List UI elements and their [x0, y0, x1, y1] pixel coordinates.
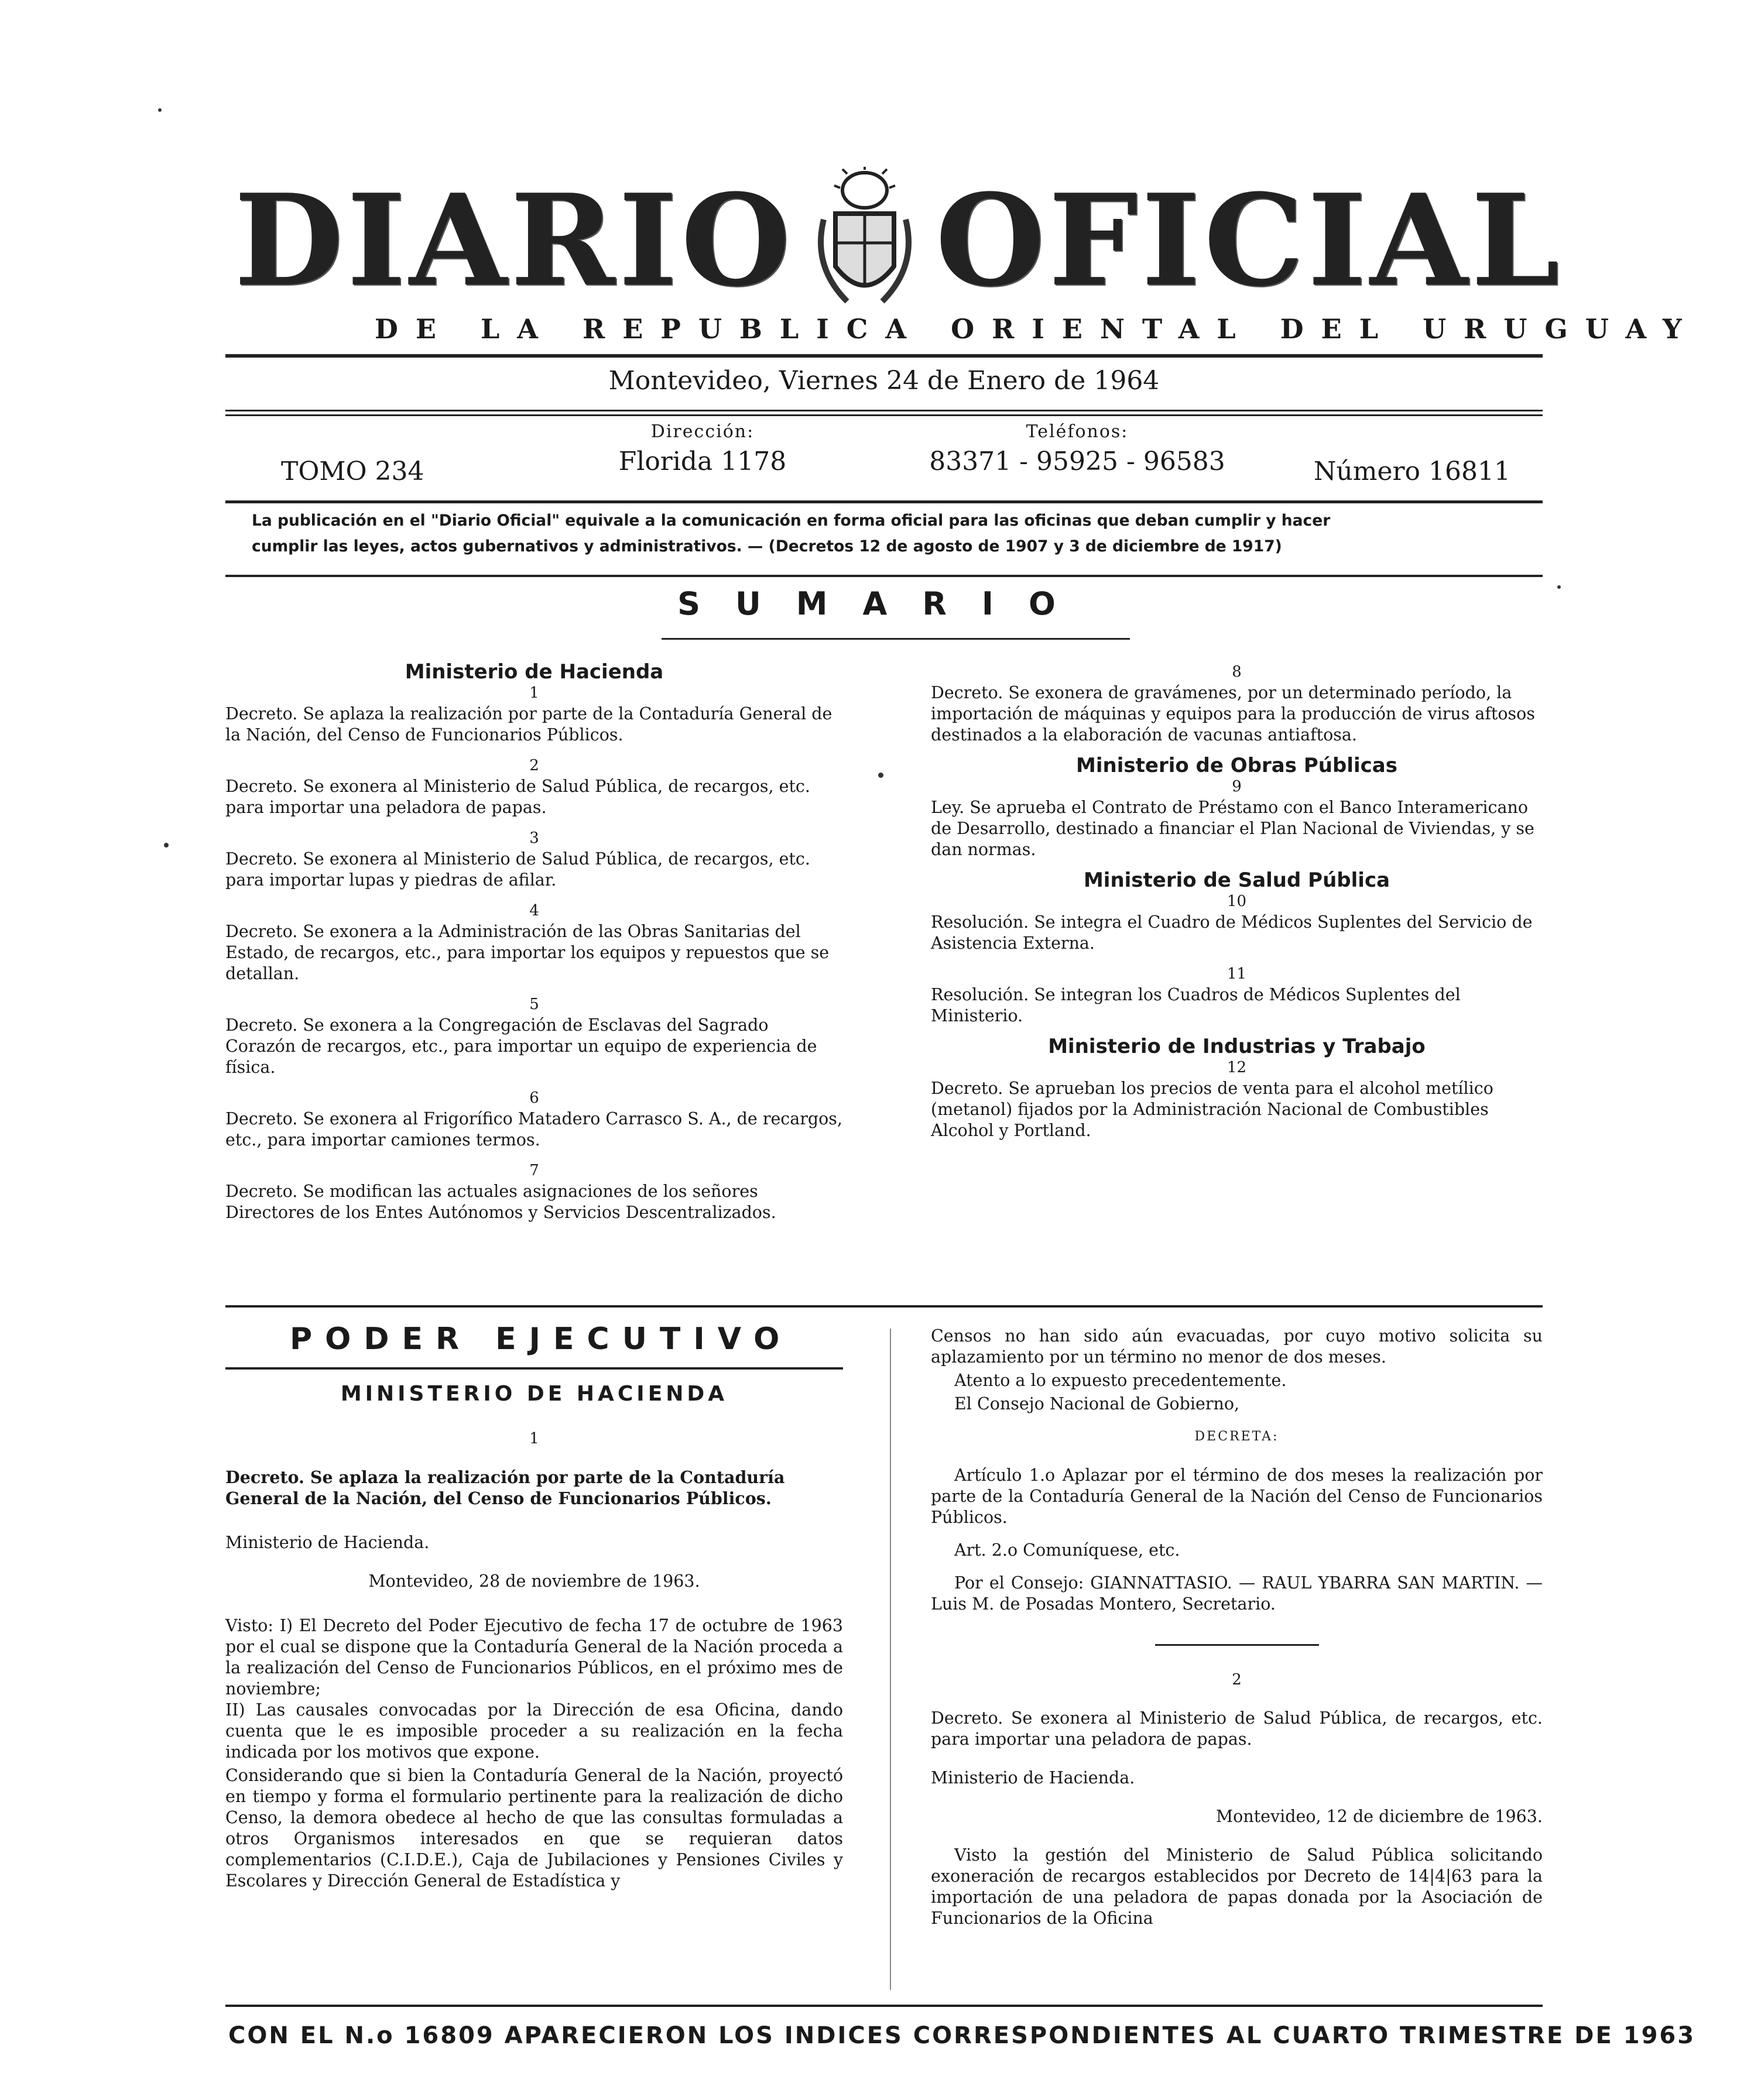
- dateline: Montevideo, Viernes 24 de Enero de 1964: [608, 366, 1160, 396]
- decree-title: Decreto. Se aplaza la realización por parte de la Contaduría General de la Nación, del Censo de Funcionarios Públicos.: [225, 1467, 785, 1508]
- body-right-column: [931, 1326, 1543, 1929]
- summary-entry: Decreto. Se exonera al Frigorífico Matadero Carrasco S. A., de recargos, etc., para importar camiones termos.: [225, 1109, 842, 1149]
- entry-number: 7: [529, 1162, 539, 1179]
- summary-entry: Decreto. Se exonera a la Administración de las Obras Sanitarias del Estado, de recargos, etc., para importar los equipos y repuestos que se detallan.: [225, 922, 830, 983]
- continued-text: Censos no han sido aún evacuadas, por cuyo motivo solicita su aplazamiento por un término no menor de dos meses.: [931, 1326, 1543, 1367]
- decree-date: Montevideo, 12 de diciembre de 1963.: [1216, 1807, 1543, 1826]
- decree-date: Montevideo, 28 de noviembre de 1963.: [368, 1571, 700, 1591]
- decree-number: 2: [1232, 1671, 1242, 1689]
- divider: [225, 500, 1543, 503]
- divider: [225, 410, 1543, 411]
- considerando-text: Considerando que si bien la Contaduría General de la Nación, proyectó en tiempo y forma el formulario pertinente para la realización de dicho Censo, la demora obedece al hecho de que las consultas formuladas a otros Organismos interesados en que se requieran datos complementarios (C.I.D.E.), Caja de Jubilaciones y Pensiones Civiles y Escolares y Dirección General de Estadística y: [225, 1766, 843, 1890]
- ministry-line: Ministerio de Hacienda.: [225, 1533, 430, 1552]
- summary-entry: Decreto. Se exonera al Ministerio de Salud Pública, de recargos, etc. para importar una peladora de papas.: [225, 777, 810, 817]
- decree-number: 1: [529, 1430, 539, 1447]
- divider: [225, 1305, 1543, 1308]
- masthead-title-left: DIARIO: [234, 166, 794, 314]
- ministry-heading: Ministerio de Obras Públicas: [1076, 754, 1397, 777]
- summary-entry: Decreto. Se modifican las actuales asignaciones de los señores Directores de los Entes Autónomos y Servicios Descentralizados.: [225, 1182, 776, 1222]
- volume: TOMO 234: [281, 457, 424, 486]
- entry-number: 12: [1226, 1059, 1247, 1076]
- decree-title: Decreto. Se exonera al Ministerio de Salud Pública, de recargos, etc. para importar una peladora de papas.: [931, 1708, 1543, 1749]
- legal-notice: La publicación en el "Diario Oficial" equivale a la comunicación en forma oficial para las oficinas que deban cumplir y hacer cumplir las leyes, actos gubernativos y administrativos. — (Decretos 12 de agosto de 1907 y 3 de diciembre de 1917): [252, 512, 1331, 555]
- atento-text: Atento a lo expuesto precedentemente.: [954, 1371, 1287, 1390]
- divider: [225, 414, 1543, 416]
- address-value: Florida 1178: [618, 447, 787, 476]
- article-2: Art. 2.o Comuníquese, etc.: [954, 1540, 1180, 1560]
- section-title: PODER EJECUTIVO: [290, 1322, 793, 1357]
- summary-entry: Ley. Se aprueba el Contrato de Préstamo con el Banco Interamericano de Desarrollo, destinado a financiar el Plan Nacional de Viviendas, y se dan normas.: [931, 798, 1534, 859]
- masthead: [234, 164, 1563, 316]
- summary-entry: Decreto. Se aprueban los precios de venta para el alcohol metílico (metanol) fijados por la Administración Nacional de Combustibles Alcohol y Portland.: [931, 1079, 1493, 1140]
- signatures: Por el Consejo: GIANNATTASIO. — RAUL YBARRA SAN MARTIN. — Luis M. de Posadas Montero, Secretario.: [931, 1573, 1543, 1614]
- address-label: Dirección:: [650, 421, 755, 442]
- issue-info: [281, 421, 1510, 497]
- consejo-text: El Consejo Nacional de Gobierno,: [954, 1394, 1240, 1413]
- summary-title: SUMARIO: [677, 585, 1091, 622]
- entry-number: 2: [529, 757, 539, 774]
- divider: [1155, 1644, 1319, 1646]
- entry-number: 3: [529, 829, 539, 847]
- summary-entry: Decreto. Se exonera de gravámenes, por un determinado período, la importación de máquinas y equipos para la producción de virus aftosos destinados a la elaboración de vacunas antiaftosa.: [931, 683, 1535, 744]
- address: [585, 421, 820, 476]
- entry-number: 6: [529, 1089, 539, 1107]
- entry-number: 8: [1232, 663, 1242, 681]
- scan-speck: [878, 773, 883, 778]
- column-divider: [890, 1329, 891, 1990]
- ministry-heading: Ministerio de Salud Pública: [1083, 869, 1390, 892]
- entry-number: 10: [1226, 893, 1247, 910]
- ministry-line: Ministerio de Hacienda.: [931, 1768, 1135, 1787]
- phones: [913, 421, 1241, 476]
- masthead-subtitle: DE LA REPUBLICA ORIENTAL DEL URUGUAY: [375, 313, 1700, 345]
- summary-entry: Decreto. Se exonera a la Congregación de Esclavas del Sagrado Corazón de recargos, etc., para importar un equipo de experiencia de física.: [225, 1015, 817, 1077]
- scan-speck: [1557, 585, 1561, 589]
- summary-left-column: [225, 661, 843, 1233]
- ministry-heading: Ministerio de Industrias y Trabajo: [1048, 1035, 1426, 1058]
- divider: [225, 575, 1543, 577]
- visto-text: Visto: I) El Decreto del Poder Ejecutivo de fecha 17 de octubre de 1963 por el cual se dispone que la Contaduría General de la Nación proceda a la realización del Censo de Funcionarios Públicos, en el próximo mes de noviembre; II) Las causales convocadas por la Dirección de esa Oficina, dando cuenta que le es imposible proceder a su realización en la fecha indicada por los motivos que expone.: [225, 1616, 843, 1762]
- divider: [225, 1367, 843, 1370]
- coat-of-arms-icon: [812, 167, 917, 313]
- summary-entry: Resolución. Se integran los Cuadros de Médicos Suplentes del Ministerio.: [931, 985, 1461, 1025]
- summary-right-column: [931, 661, 1543, 1151]
- article-1: Artículo 1.o Aplazar por el término de dos meses la realización por parte de la Contaduría General de la Nación del Censo de Funcionarios Públicos.: [931, 1466, 1543, 1527]
- ministry-heading: Ministerio de Hacienda: [405, 660, 664, 684]
- entry-number: 4: [529, 902, 539, 919]
- scan-speck: [164, 843, 169, 847]
- phones-value: 83371 - 95925 - 96583: [929, 447, 1225, 476]
- divider: [225, 2005, 1543, 2007]
- divider: [225, 354, 1543, 358]
- entry-number: 1: [529, 684, 539, 702]
- footer-notice: CON EL N.o 16809 APARECIERON LOS INDICES CORRESPONDIENTES AL CUARTO TRIMESTRE DE 1963: [228, 2022, 1696, 2049]
- phones-label: Teléfonos:: [1026, 421, 1129, 442]
- summary-entry: Resolución. Se integra el Cuadro de Médicos Suplentes del Servicio de Asistencia Externa.: [931, 912, 1533, 953]
- scan-speck: [158, 108, 162, 112]
- summary-entry: Decreto. Se exonera al Ministerio de Salud Pública, de recargos, etc. para importar lupas y piedras de afilar.: [225, 849, 810, 890]
- entry-number: 9: [1232, 778, 1242, 795]
- ministry-title: MINISTERIO DE HACIENDA: [340, 1382, 728, 1406]
- entry-number: 5: [529, 996, 539, 1013]
- decreta-label: DECRETA:: [1194, 1429, 1279, 1444]
- summary-entry: Decreto. Se aplaza la realización por parte de la Contaduría General de la Nación, del Censo de Funcionarios Públicos.: [225, 704, 832, 744]
- divider: [662, 638, 1130, 640]
- entry-number: 11: [1226, 965, 1247, 983]
- body-left-column: [225, 1322, 843, 1892]
- masthead-title-right: OFICIAL: [935, 166, 1563, 314]
- issue-number: Número 16811: [1313, 457, 1510, 486]
- visto-text: Visto la gestión del Ministerio de Salud Pública solicitando exoneración de recargos establecidos por Decreto de 14|4|63 para la importación de una peladora de papas donada por la Asociación de Funcionarios de la Oficina: [931, 1845, 1543, 1928]
